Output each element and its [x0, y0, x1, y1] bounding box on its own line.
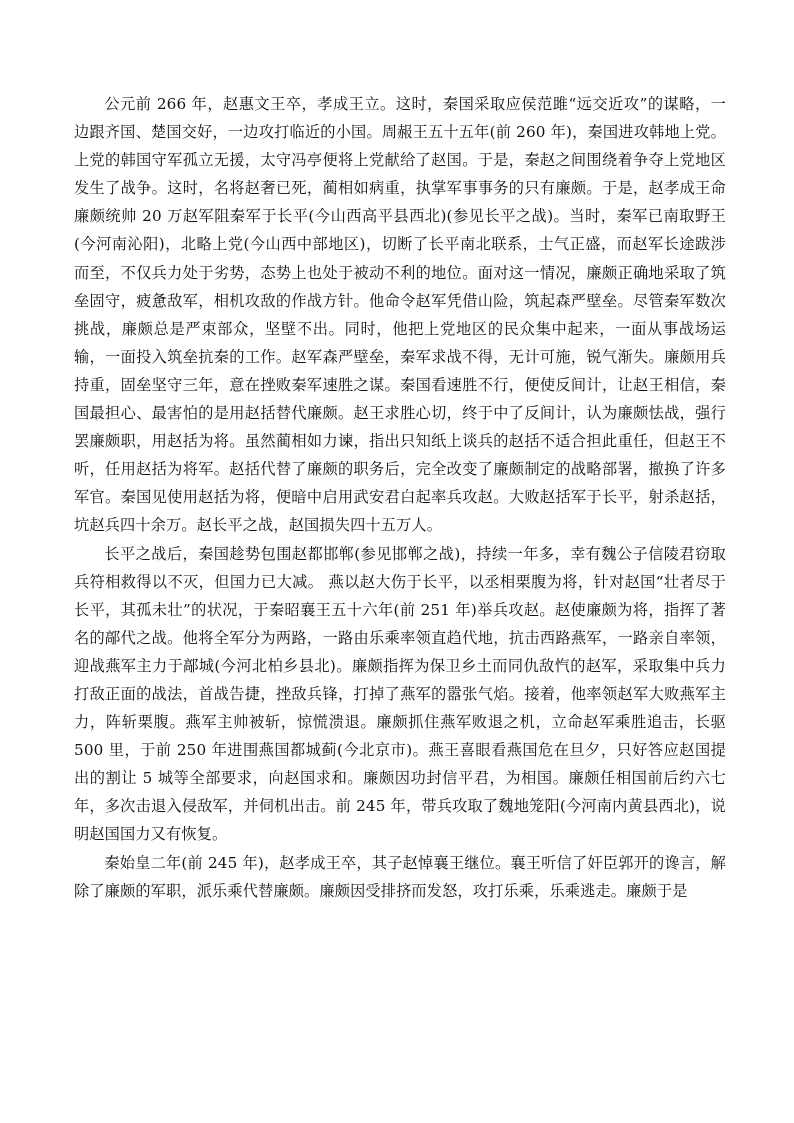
- document-body: [74, 90, 726, 905]
- paragraph-1: 公元前 266 年，赵惠文王卒，孝成王立。这时，秦国采取应侯范雎“远交近攻”的谋略，一边跟齐国、楚国交好，一边攻打临近的小国。周赧王五十五年(前 260 年)，秦国进攻韩地上党。上党的韩国守军孤立无援，太守冯亭便将上党献给了赵国。于是，秦赵之间围绕着争夺上党地区发生了战争。这时，名将赵奢已死，蔺相如病重，执掌军事事务的只有廉颇。于是，赵孝成王命廉颇统帅 20 万赵军阻秦军于长平(今山西高平县西北)(参见长平之战)。当时，秦军已南取野王(今河南沁阳)，北略上党(今山西中部地区)，切断了长平南北联系，士气正盛，而赵军长途跋涉而至，不仅兵力处于劣势，态势上也处于被动不利的地位。面对这一情况，廉颇正确地采取了筑垒固守，疲惫敌军，相机攻敌的作战方针。他命令赵军凭借山险，筑起森严壁垒。尽管秦军数次挑战，廉颇总是严束部众，坚壁不出。同时，他把上党地区的民众集中起来，一面从事战场运输，一面投入筑垒抗秦的工作。赵军森严壁垒，秦军求战不得，无计可施，锐气渐失。廉颇用兵持重，固垒坚守三年，意在挫败秦军速胜之谋。秦国看速胜不行，便使反间计，让赵王相信，秦国最担心、最害怕的是用赵括替代廉颇。赵王求胜心切，终于中了反间计，认为廉颇怯战，强行罢廉颇职，用赵括为将。虽然蔺相如力谏，指出只知纸上谈兵的赵括不适合担此重任，但赵王不听，任用赵括为将军。赵括代替了廉颇的职务后，完全改变了廉颇制定的战略部署，撤换了许多军官。秦国见使用赵括为将，便暗中启用武安君白起率兵攻赵。大败赵括军于长平，射杀赵括，坑赵兵四十余万。赵长平之战，赵国损失四十五万人。: [74, 95, 726, 535]
- paragraph-3: 秦始皇二年(前 245 年)，赵孝成王卒，其子赵悼襄王继位。襄王听信了奸臣郭开的谗言，解除了廉颇的军职，派乐乘代替廉颇。廉颇因受排挤而发怒，攻打乐乘，乐乘逃走。廉颇于是: [74, 853, 726, 900]
- paragraph-2: 长平之战后，秦国趁势包围赵都邯郸(参见邯郸之战)，持续一年多，幸有魏公子信陵君窃取兵符相救得以不灭，但国力已大减。 燕以赵大伤于长平，以丞相栗腹为将，针对赵国“壮者尽于长平，其孤未壮”的状况，于秦昭襄王五十六年(前 251 年)举兵攻赵。赵使廉颇为将，指挥了著名的鄗代之战。他将全军分为两路，一路由乐乘率领直趋代地，抗击西路燕军，一路亲自率领，迎战燕军主力于鄗城(今河北柏乡县北)。廉颇指挥为保卫乡土而同仇敌忾的赵军，采取集中兵力打敌正面的战法，首战告捷，挫敌兵锋，打掉了燕军的嚣张气焰。接着，他率领赵军大败燕军主力，阵斩栗腹。燕军主帅被斩，惊慌溃退。廉颇抓住燕军败退之机，立命赵军乘胜追击，长驱 500 里，于前 250 年进围燕国都城蓟(今北京市)。燕王喜眼看燕国危在旦夕，只好答应赵国提出的割让 5 城等全部要求，向赵国求和。廉颇因功封信平君，为相国。廉颇任相国前后约六七年，多次击退入侵敌军，并伺机出击。前 245 年，带兵攻取了魏地笼阳(今河南内黄县西北)，说明赵国国力又有恢复。: [74, 544, 726, 844]
